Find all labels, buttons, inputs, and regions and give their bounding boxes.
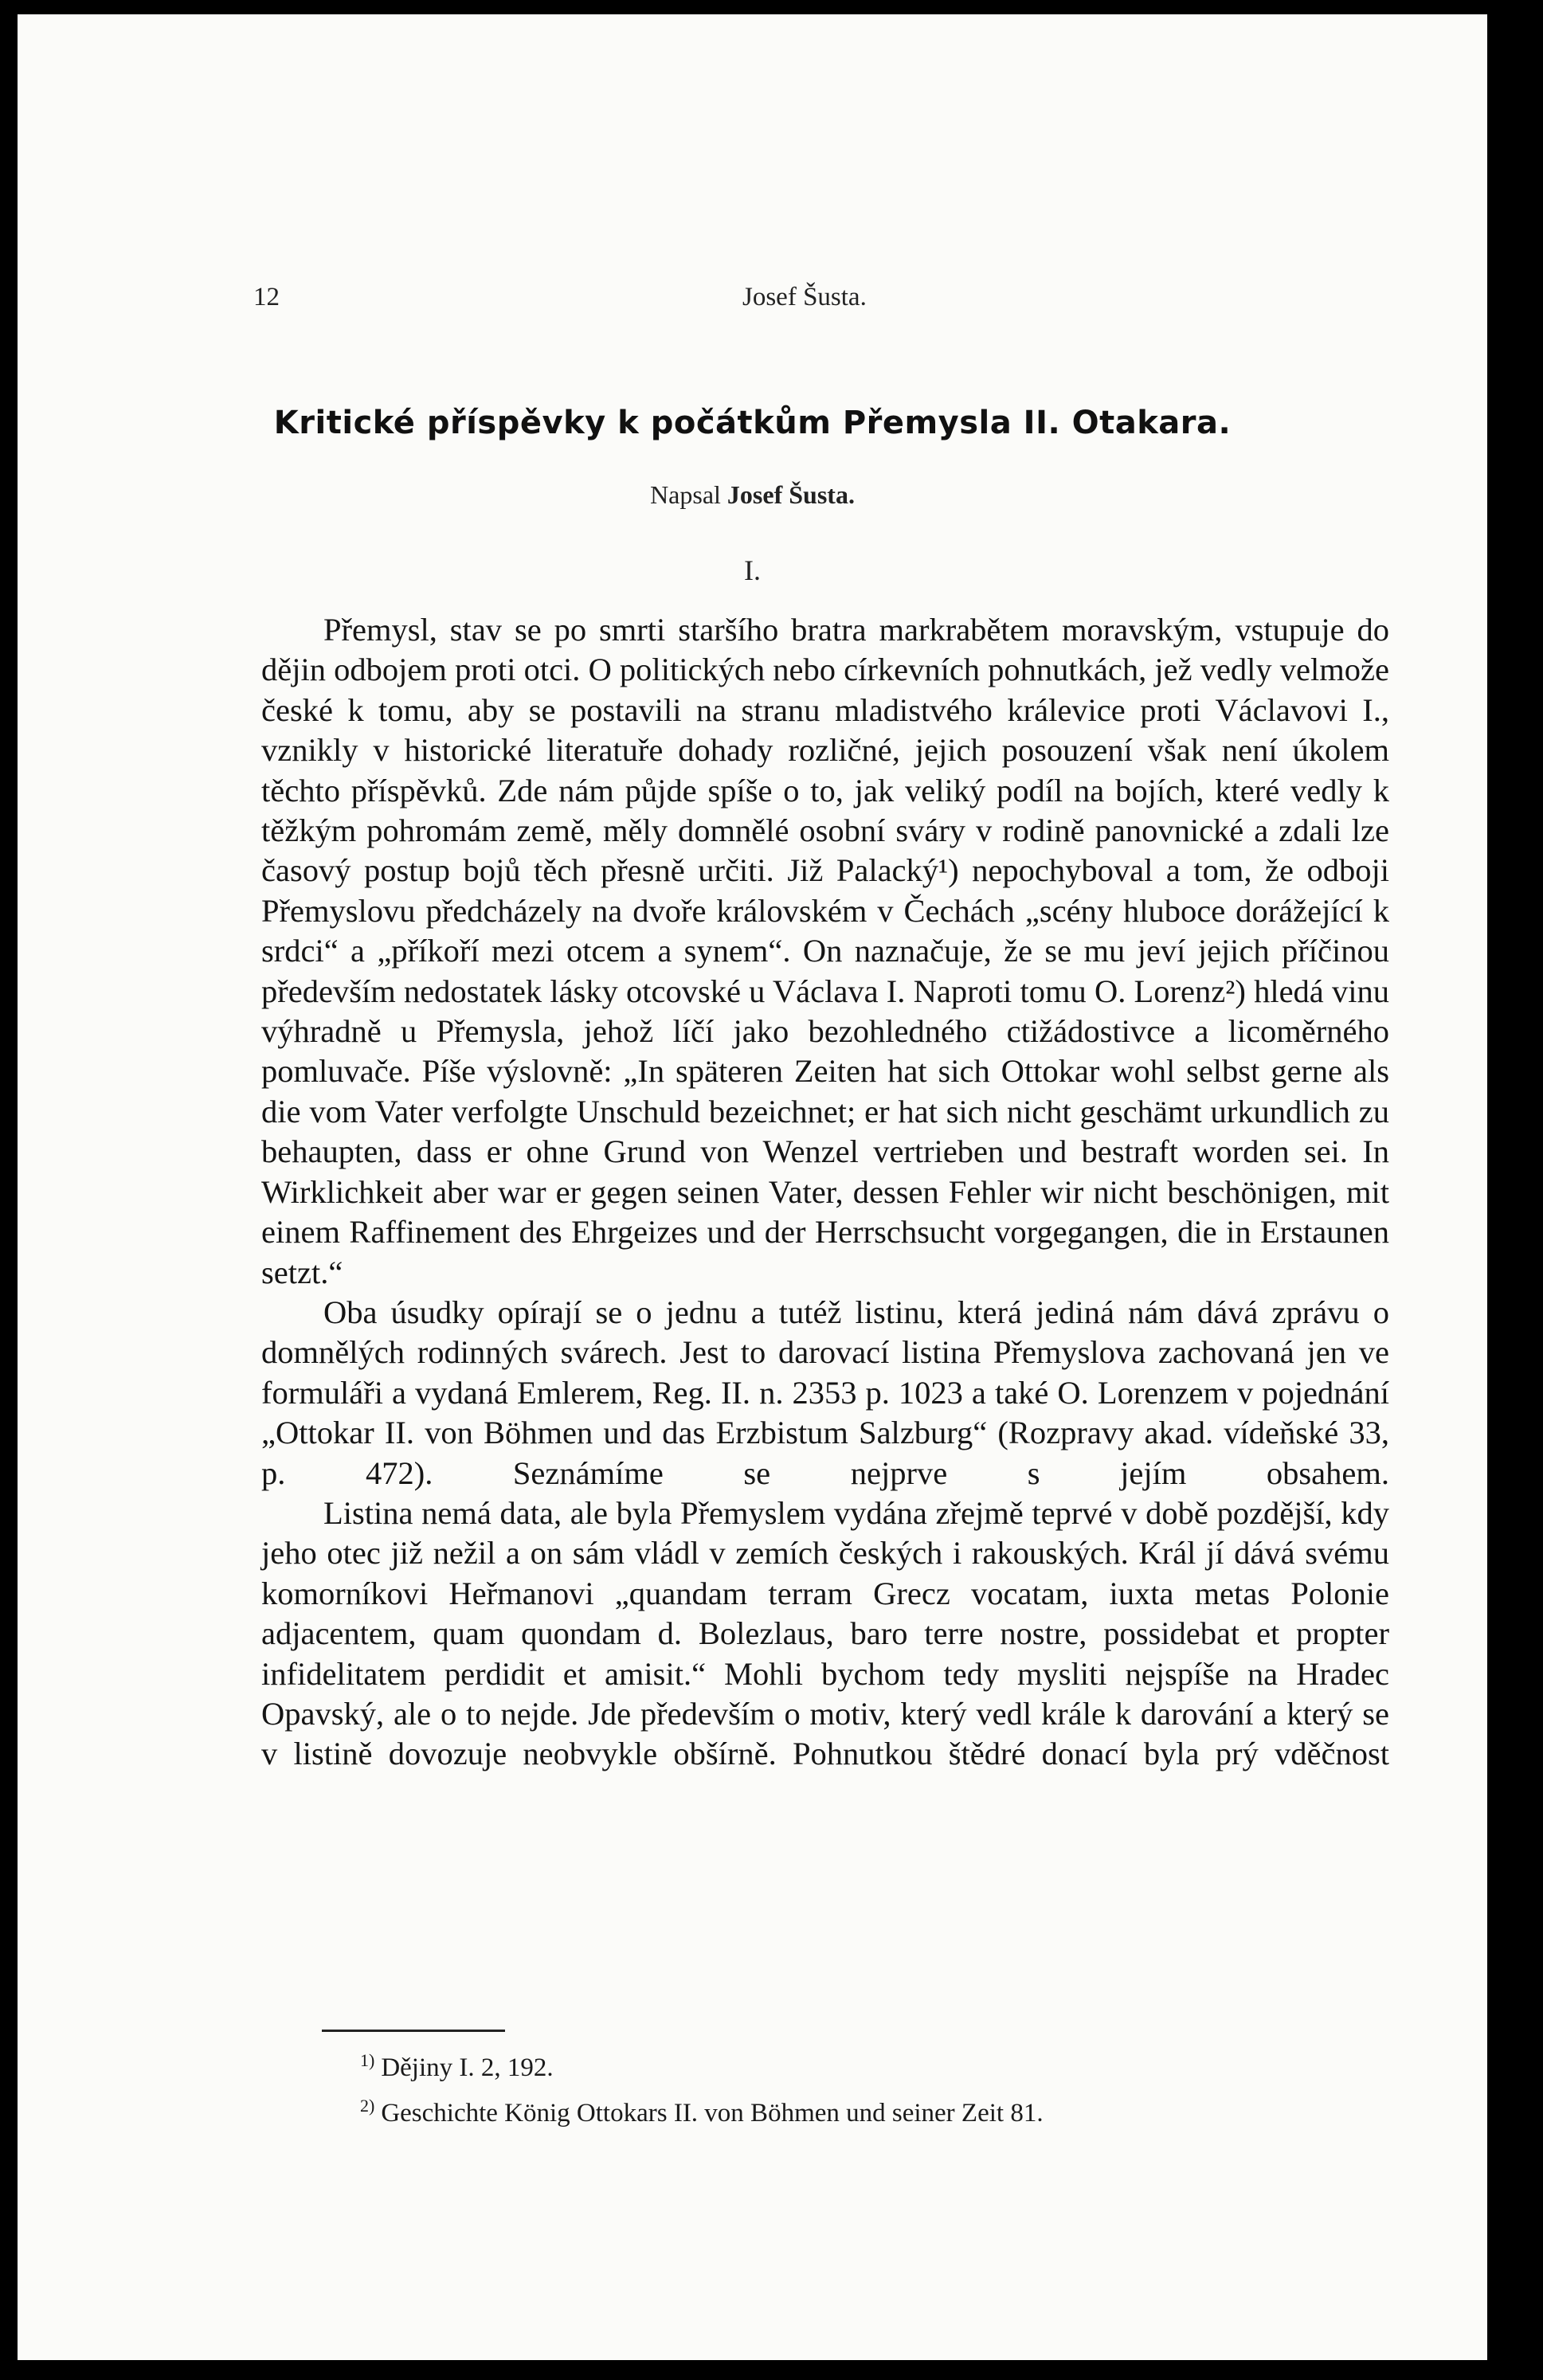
- footnote-divider: [322, 2030, 505, 2032]
- paragraph: Oba úsudky opírají se o jednu a tutéž listinu, která jediná nám dává zprávu o domnělých rodinných svárech. Jest to darovací listina Přemyslova zachovaná jen ve formuláři a vydaná Emlerem, Reg. II. n. 2353 p. 1023 a také O. Lorenzem v pojednání „Ottokar II. von Böhmen und das Erzbistum Salzburg“ (Rozpravy akad. vídeňské 33, p. 472). Seznámíme se nejprve s jejím obsahem.: [261, 1294, 1389, 1491]
- footnote-mark: 1): [360, 2050, 375, 2070]
- running-title: Josef Šusta.: [742, 283, 867, 311]
- footnote: [360, 2087, 1396, 2132]
- footnote-text: Dějiny I. 2, 192.: [381, 2053, 554, 2082]
- footnote-text: Geschichte König Ottokars II. von Böhmen und seiner Zeit 81.: [381, 2099, 1044, 2128]
- body-text: [261, 610, 1389, 1775]
- article-title: Kritické příspěvky k počátkům Přemysla II. Otakara.: [273, 405, 1232, 441]
- page-header: [18, 283, 1487, 315]
- footnote: [360, 2041, 1396, 2087]
- page-number: 12: [253, 283, 280, 311]
- footnote-mark: 2): [360, 2096, 375, 2116]
- paragraph: Listina nemá data, ale byla Přemyslem vydána zřejmě teprvé v době pozdější, kdy jeho otec již nežil a on sám vládl v zemích českých i rakouských. Král jí dává svému komorníkovi Heřmanovi „quandam terram Grecz vocatam, iuxta metas Polonie adjacentem, quam quondam d. Bolezlaus, baro terre nostre, possidebat et propter infidelitatem perdidit et amisit.“ Mohli bychom tedy mysliti nejspíše na Hradec Opavský, ale o to nejde. Jde především o motiv, který vedl krále k darování a který se v listině dovozuje neobvykle obšírně. Pohnutkou štědré donací byla prý vděčnost: [261, 1494, 1389, 1772]
- byline-prefix: Napsal: [650, 480, 727, 509]
- byline-author: Josef Šusta.: [726, 480, 855, 509]
- byline: [18, 480, 1487, 510]
- section-heading: I.: [744, 554, 761, 586]
- paragraph: Přemysl, stav se po smrti staršího bratra markrabětem moravským, vstupuje do dějin odbojem proti otci. O politických nebo církevních pohnutkách, jež vedly velmože české k tomu, aby se postavili na stranu mladistvého králevice proti Václavovi I., vznikly v historické literatuře dohady rozličné, jejich posouzení však není úkolem těchto příspěvků. Zde nám půjde spíše o to, jak veliký podíl na bojích, které vedly k těžkým pohromám země, měly domnělé osobní sváry v rodině panovnické a zdali lze časový postup bojů těch přesně určiti. Již Palacký¹) nepochyboval a tom, že odboji Přemyslovu předcházely na dvoře královském v Čechách „scény hluboce dorážející k srdci“ a „příkoří mezi otcem a synem“. On naznačuje, že se mu jeví jejich příčinou především nedostatek lásky otcovské u Václava I. Naproti tomu O. Lorenz²) hledá vinu výhradně u Přemysla, jehož líčí jako bezohledného ctižádostivce a licoměrného pomluvače. Píše výslovně: „In späteren Zeiten hat sich Ottokar wohl selbst gerne als die vom Vater verfolgte Unschuld bezeichnet; er hat sich nicht geschämt urkundlich zu behaupten, dass er ohne Grund von Wenzel vertrieben und bestraft worden sei. In Wirklichkeit aber war er gegen seinen Vater, dessen Fehler wir nicht beschönigen, mit einem Raffinement des Ehrgeizes und der Herrschsucht vorgegangen, die in Erstaunen setzt.“: [261, 612, 1389, 1290]
- page-sheet: [18, 14, 1487, 2360]
- footnotes: [360, 2041, 1396, 2132]
